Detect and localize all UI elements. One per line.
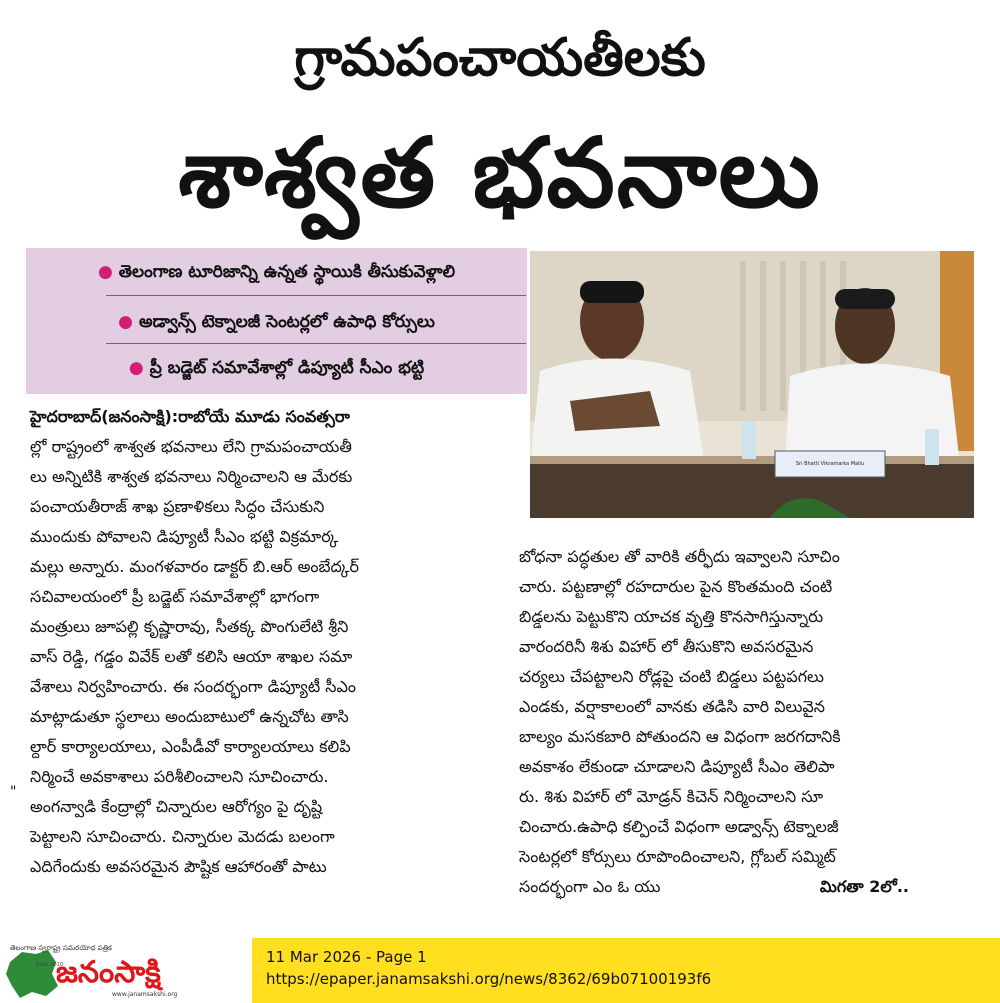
article-line: మాట్లాడుతూ స్థలాలు అందుబాటులో ఉన్నచోట తాసి xyxy=(30,707,349,726)
footer-date: 11 Mar 2026 - Page 1 xyxy=(266,948,427,966)
article-line: పెట్టాలని సూచించారు. చిన్నారుల మెదడు బలంగా xyxy=(30,827,335,846)
divider xyxy=(106,295,526,296)
article-line: హైదరాబాద్(జనంసాక్షి):రాబోయే మూడు సంవత్సరా xyxy=(30,407,350,426)
article-line: ముందుకు పోవాలని డిప్యూటీ సీఎం భట్టి విక్రమార్క xyxy=(30,527,339,546)
article-line: లు అన్నిటికి శాశ్వత భవనాలు నిర్మించాలని ఆ మేరకు xyxy=(30,467,353,486)
article-line: ల్దార్ కార్యాలయాలు, ఎంపీడీవో కార్యాలయాలు కలిపి xyxy=(30,737,351,756)
article-line: రు. శిశు విహార్ లో మోడ్రన్ కిచెన్ నిర్మించాలని సూ xyxy=(519,787,824,806)
article-line: సచివాలయంలో ప్రీ బడ్జెట్ సమావేశాల్లో భాగంగా xyxy=(30,587,320,606)
article-line: ఎదిగేందుకు అవసరమైన పౌష్టిక ఆహారంతో పాటు xyxy=(30,857,327,876)
article-line: అవకాశం లేకుండా చూడాలని డిప్యూటీ సీఎం తెలిపా xyxy=(519,757,835,776)
photo-illustration xyxy=(530,251,974,518)
article-line: చారు. పట్టణాల్లో రహదారుల పైన కొంతమంది చంటి xyxy=(519,577,833,596)
article-line: సందర్భంగా ఎం ఓ యు మిగతా 2లో.. xyxy=(519,872,971,902)
article-line: వేశాలు నిర్వహించారు. ఈ సందర్భంగా డిప్యూటీ సీఎం xyxy=(30,677,356,696)
article-line: చర్యలు చేపట్టాలని రోడ్లపై చంటి బిడ్డలు పట్టపగలు xyxy=(519,667,824,686)
logo-url: www.janamsakshi.org xyxy=(112,991,178,998)
divider xyxy=(106,343,526,344)
headline-line2: శాశ్వత భవనాలు xyxy=(178,117,822,229)
continued-marker: మిగతా 2లో.. xyxy=(819,877,909,896)
quote-mark: " xyxy=(10,784,17,800)
article-line: మల్లు అన్నారు. మంగళవారం డాక్టర్ బి.ఆర్ అంబేద్కర్ xyxy=(30,557,359,576)
highlight-item: ● తెలంగాణ టూరిజాన్ని ఉన్నత స్థాయికి తీసుకువెళ్లాలి xyxy=(97,262,456,282)
article-line: అంగన్వాడి కేంద్రాల్లో చిన్నారుల ఆరోగ్యం పై దృష్టి xyxy=(30,797,323,816)
article-line: బిడ్డలను పెట్టుకొని యాచక వృత్తి కొనసాగిస్తున్నారు xyxy=(519,607,824,626)
logo-tagline: తెలంగాణ స్వరాష్ట్ర సమరయోధ పత్రిక xyxy=(10,944,112,952)
article-column-1 xyxy=(30,402,530,882)
logo-name: జనంసాక్షి xyxy=(56,955,161,990)
highlight-item: ● ప్రీ బడ్జెట్ సమావేశాల్లో డిప్యూటీ సీఎం భట్టి xyxy=(128,358,425,378)
article-line: బాల్యం మసకబారి పోతుందని ఆ విధంగా జరగదానికి xyxy=(519,727,841,746)
article-line: మంత్రులు జూపల్లి కృష్ణారావు, సీతక్క పొంగులేటి శ్రీని xyxy=(30,617,349,636)
article-line: బోధనా పద్ధతుల తో వారికి తర్ఫీదు ఇవ్వాలని సూచిం xyxy=(519,547,840,566)
article-line: చించారు.ఉపాధి కల్పించే విధంగా అడ్వాన్స్ టెక్నాలజీ xyxy=(519,817,839,836)
article-line: ల్లో రాష్ట్రంలో శాశ్వత భవనాలు లేని గ్రామపంచాయతీ xyxy=(30,437,352,456)
bullet-icon: ● xyxy=(128,358,144,378)
bullet-icon: ● xyxy=(97,262,113,282)
article-line: పంచాయతీరాజ్ శాఖ ప్రణాళికలు సిద్ధం చేసుకుని xyxy=(30,497,325,516)
article-line: సెంటర్లలో కోర్సులు రూపొందించాలని, గ్లోబల్ సమ్మిట్ xyxy=(519,847,836,866)
article-line: వాస్ రెడ్డి, గడ్డం వివేక్ లతో కలిసి ఆయా శాఖల సమా xyxy=(30,647,353,666)
article-line: వారందరినీ శిశు విహార్ లో తీసుకొని అవసరమైన xyxy=(519,637,814,656)
highlights-box xyxy=(26,248,527,394)
article-line: ఎండకు, వర్షాకాలంలో వానకు తడిసి వారి విలువైన xyxy=(519,697,826,716)
news-photo xyxy=(530,251,974,518)
highlight-item: ● అడ్వాన్స్ టెక్నాలజీ సెంటర్లలో ఉపాధి కోర్సులు xyxy=(118,312,435,332)
article-line: నిర్మించే అవకాశాలు పరిశీలించాలని సూచించారు. xyxy=(30,767,329,786)
logo-est: Estd: 2010 xyxy=(36,962,63,968)
article-column-2 xyxy=(519,542,971,902)
headline-line1: గ్రామపంచాయతీలకు xyxy=(294,28,706,88)
nameplate-text: Sri Bhatti Vikramarka Mallu xyxy=(795,461,865,467)
bullet-icon: ● xyxy=(118,312,133,332)
footer-url-link[interactable]: https://epaper.janamsakshi.org/news/8362/69b07100193f6 xyxy=(266,970,712,988)
